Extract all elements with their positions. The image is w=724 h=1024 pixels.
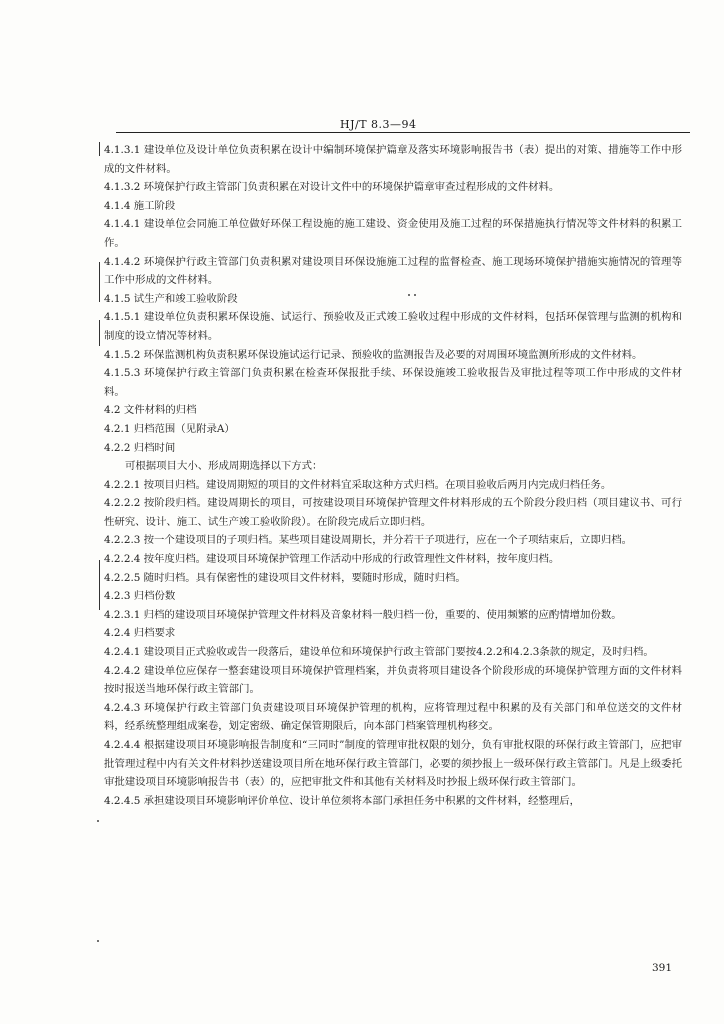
paragraph: 4.1.5.2 环保监测机构负责积累环保设施试运行记录、预验收的监测报告及必要的对周围环境监测所形成的文件材料。 bbox=[104, 348, 643, 361]
margin-mark bbox=[99, 262, 100, 302]
scan-speck bbox=[97, 820, 99, 822]
paragraph: 4.1.5 试生产和竣工验收阶段 bbox=[104, 292, 238, 305]
paragraph: 4.2.4.5 承担建设项目环境影响评价单位、设计单位须将本部门承担任务中积累的文件材料，经整理后， bbox=[104, 794, 581, 807]
paragraph: 4.1.5.3 环境保护行政主管部门负责积累在检查环保报批手续、环保设施竣工验收报告及审批过程等项工作中形成的文件材料。 bbox=[104, 367, 682, 398]
paragraph: 可根据项目大小、形成周期选择以下方式： bbox=[125, 460, 323, 473]
margin-mark bbox=[99, 560, 100, 610]
body-text bbox=[104, 141, 682, 810]
paragraph: 4.2.4.1 建设项目正式验收或告一段落后，建设单位和环境保护行政主管部门要按4.2.2和4.2.3条款的规定，及时归档。 bbox=[104, 646, 654, 659]
paragraph: 4.2.3 归档份数 bbox=[104, 590, 176, 603]
paragraph: 4.2.4.4 根据建设项目环境影响报告制度和“三同时”制度的管理审批权限的划分，负有审批权限的环保行政主管部门，应把审批管理过程中内有关文件材料抄送建设项目所在地环保行政主管部门，必要的须抄报上一级环保行政主管部门。凡是上级委托审批建设项目环境影响报告书（表）的，应把审批文件和其他有关材料及时抄报上级环保行政主管部门。 bbox=[104, 739, 682, 789]
paragraph: 4.1.4.2 环境保护行政主管部门负责积累对建设项目环保设施施工过程的监督检查、施工现场环境保护措施实施情况的管理等工作中形成的文件材料。 bbox=[104, 255, 682, 287]
header-rule bbox=[116, 132, 690, 133]
paragraph: 4.2.2.3 按一个建设项目的子项归档。某些项目建设周期长，并分若干子项进行，应在一个子项结束后，立即归档。 bbox=[104, 534, 633, 547]
paragraph: 4.2 文件材料的归档 bbox=[104, 404, 197, 417]
paragraph: 4.2.4.3 环境保护行政主管部门负责建设项目环境保护管理的机构，应将管理过程中积累的及有关部门和单位送交的文件材料，经系统整理组成案卷，划定密级、确定保管期限后，向本部门档案管理机构移交。 bbox=[104, 701, 682, 733]
paragraph: 4.1.4 施工阶段 bbox=[104, 199, 176, 212]
paragraph: 4.2.2.4 按年度归档。建设项目环境保护管理工作活动中形成的行政管理性文件材料，按年度归档。 bbox=[104, 553, 560, 566]
margin-mark bbox=[99, 142, 100, 156]
paragraph: 4.2.2.5 随时归档。具有保密性的建设项目文件材料，要随时形成，随时归档。 bbox=[104, 571, 466, 584]
paragraph: 4.2.4.2 建设单位应保存一整套建设项目环境保护管理档案，并负责将项目建设各个阶段形成的环境保护管理方面的文件材料按时报送当地环保行政主管部门。 bbox=[104, 664, 682, 696]
paragraph: 4.2.2.1 按项目归档。建设周期短的项目的文件材料宜采取这种方式归档。在项目验收后两月内完成归档任务。 bbox=[104, 478, 612, 491]
paragraph: 4.2.1 归档范围（见附录A） bbox=[104, 422, 235, 435]
paragraph: 4.1.4.1 建设单位会同施工单位做好环保工程设施的施工建设、资金使用及施工过程的环保措施执行情况等文件材料的积累工作。 bbox=[104, 218, 682, 249]
margin-mark bbox=[99, 320, 100, 346]
paragraph: 4.1.3.2 环境保护行政主管部门负责积累在对设计文件中的环境保护篇章审查过程形成的文件材料。 bbox=[104, 181, 560, 194]
scan-speck bbox=[97, 940, 99, 942]
paragraph: 4.2.3.1 归档的建设项目环境保护管理文件材料及音象材料一般归档一份，重要的、使用频繁的应酌情增加份数。 bbox=[104, 608, 622, 621]
paragraph: 4.1.3.1 建设单位及设计单位负责积累在设计中编制环境保护篇章及落实环境影响报告书（表）提出的对策、措施等工作中形成的文件材料。 bbox=[104, 144, 682, 175]
paragraph: 4.1.5.1 建设单位负责积累环保设施、试运行、预验收及正式竣工验收过程中形成的文件材料，包括环保管理与监测的机构和制度的设立情况等材料。 bbox=[104, 311, 682, 342]
paragraph: 4.2.4 归档要求 bbox=[104, 627, 176, 640]
paragraph: 4.2.2 归档时间 bbox=[104, 441, 176, 454]
page-number: 391 bbox=[652, 962, 673, 974]
paragraph: 4.2.2.2 按阶段归档。建设周期长的项目，可按建设项目环境保护管理文件材料形成的五个阶段分段归档（项目建议书、可行性研究、设计、施工、试生产竣工验收阶段）。在阶段完成后立即归档。 bbox=[104, 497, 682, 528]
standard-header: HJ/T 8.3—94 bbox=[340, 118, 417, 131]
